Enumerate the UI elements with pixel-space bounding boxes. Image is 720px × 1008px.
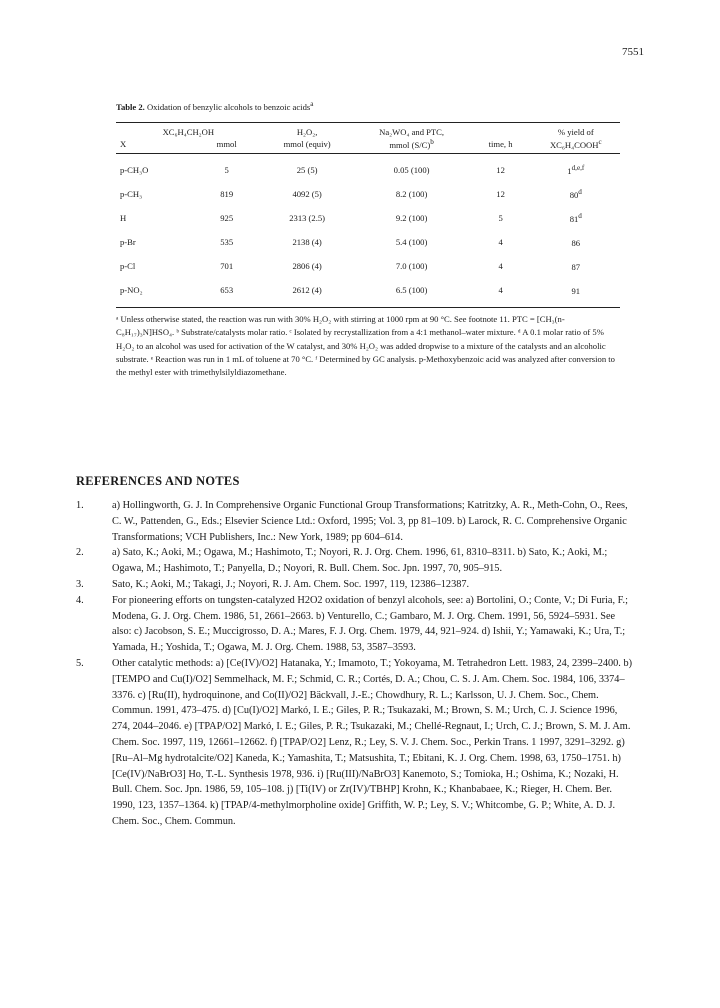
cell-h2o2: 2806 (4): [292, 260, 322, 271]
references-list: [76, 498, 636, 830]
reference-number: 3.: [76, 578, 84, 590]
cell-catalyst: 8.2 (100): [395, 188, 428, 199]
header-mmol-sc: [354, 137, 470, 153]
header-x: X: [116, 137, 193, 153]
cell-mmol: 653: [193, 278, 261, 308]
header-time: time, h: [470, 137, 532, 153]
table-row: [116, 230, 620, 254]
table-row: [116, 182, 620, 206]
reference-item: [76, 577, 636, 593]
cell-yield-sup: d: [578, 187, 582, 196]
table-block: [116, 100, 620, 380]
cell-catalyst: 6.5 (100): [354, 278, 470, 308]
table-footnote: ᵃ Unless otherwise stated, the reaction was run with 30% H₂O₂ with stirring at 1000 rpm at 90 °C. See footnote 11. PTC = [CH₃(n-C₈H₁₇)₃N]HSO₄. ᵇ Substrate/catalysts molar ratio. ᶜ Isolated by recrystallization from a 4:1 methanol–water mixture. ᵈ A 0.1 molar ratio of 5% H₂O₂ to an alcohol was used for activation of the W catalyst, and 30% H₂O₂ was added dropwise to a mixture of the catalysts and an alcoholic substrate. ᵉ Reaction was run in 1 mL of toluene at 70 °C. ᶠ Determined by GC analysis. p-Methoxybenzoic acid was analyzed after conversion to the methyl ester with trimethylsilyldiazomethane.: [116, 313, 615, 378]
header-yield: % yield of: [532, 122, 620, 137]
cell-catalyst: 9.2 (100): [395, 212, 428, 223]
table-header-row-2: [116, 137, 620, 153]
cell-yield-value: 1: [567, 165, 572, 176]
cell-h2o2: 25 (5): [296, 164, 318, 175]
reference-number: 5.: [76, 657, 84, 669]
reference-text: a) Sato, K.; Aoki, M.; Ogawa, M.; Hashimoto, T.; Noyori, R. J. Org. Chem. 1996, 61, 8310–8311. b) Sato, K.; Aoki, M.; Ogawa, M.; Hashimoto, T.; Panyella, D.; Noyori, R. Bull. Chem. Soc. Jpn. 1997, 70, 905–915.: [112, 547, 608, 575]
cell-yield-value: 80: [569, 189, 579, 200]
header-blank: [470, 122, 532, 137]
cell-catalyst: 5.4 (100): [395, 236, 428, 247]
cell-catalyst: 7.0 (100): [395, 260, 428, 271]
cell-x: p-Cl: [120, 260, 136, 271]
header-mmol-sc-sup: b: [430, 137, 434, 146]
cell-yield-value: 91: [571, 285, 581, 296]
reference-item: [76, 593, 636, 656]
cell-yield-sup: d: [578, 211, 582, 220]
table-caption-label: Table 2.: [116, 101, 145, 112]
table-row: [116, 278, 620, 308]
cell-x: p-NO₂: [116, 278, 193, 308]
cell-h2o2: 2313 (2.5): [289, 212, 326, 223]
cell-h2o2: 2138 (4): [292, 236, 322, 247]
cell-yield: [532, 182, 620, 206]
cell-mmol: 535: [220, 236, 234, 247]
reference-item: [76, 545, 636, 577]
reference-text: Sato, K.; Aoki, M.; Takagi, J.; Noyori, R. J. Am. Chem. Soc. 1997, 119, 12386–12387.: [112, 578, 470, 590]
table-caption-text: Oxidation of benzylic alcohols to benzoic acids: [144, 101, 311, 112]
header-mmol: mmol: [193, 137, 261, 153]
cell-mmol: 925: [220, 212, 234, 223]
header-mmol-equiv: mmol (equiv): [261, 137, 354, 153]
reference-text: For pioneering efforts on tungsten-catalyzed H2O2 oxidation of benzyl alcohols, see: a) Bortolini, O.; Conte, V.; Di Furia, F.; Modena, G. J. Org. Chem. 1986, 51, 2661–2663. b) Venturello, C.; Gambaro, M. J. Org. Chem. 1991, 56, 5924–5931. See also: c) Jacobson, S. E.; Muccigrosso, D. A.; Mares, F. J. Org. Chem. 1979, 44, 921–924. d) Ishii, Y.; Yamawaki, K.; Ura, T.; Yamada, H.; Yoshida, T.; Ogawa, M. J. Org. Chem. 1988, 53, 3587–3593.: [112, 594, 628, 654]
cell-yield: [532, 153, 620, 182]
cell-mmol: 701: [220, 260, 234, 271]
table-caption: [116, 100, 620, 112]
cell-time: 4: [498, 236, 503, 247]
cell-time: 5: [498, 212, 503, 223]
cell-x: p-CH₃O: [120, 164, 149, 175]
cell-yield-value: 81: [569, 213, 579, 224]
table-header-row-1: [116, 122, 620, 137]
header-product: [532, 137, 620, 153]
reference-number: 1.: [76, 500, 84, 511]
cell-x: H: [120, 212, 127, 223]
reference-number: 4.: [76, 594, 84, 606]
reference-item: [76, 656, 636, 830]
cell-time: 4: [498, 260, 503, 271]
header-h2o2: H₂O₂,: [261, 122, 354, 137]
table-row: [116, 153, 620, 182]
table-caption-sup: a: [310, 100, 314, 108]
cell-yield-value: 86: [571, 237, 581, 248]
cell-yield: [532, 230, 620, 254]
reference-text: Other catalytic methods: a) [Ce(IV)/O2] Hatanaka, Y.; Imamoto, T.; Yokoyama, M. Tetrahedron Lett. 1983, 24, 2399–2400. b) [TEMPO and Cu(I)/O2] Semmelhack, M. F.; Schmid, C. R.; Cortés, D. A.; Chou, C. S. J. Am. Chem. Soc. 1984, 106, 3374–3376. c) [Ru(II), hydroquinone, and Co(II)/O2] Bäckvall, J.-E.; Chowdhury, R. L.; Karlsson, U. J. Chem. Soc., Chem. Commun. 1991, 473–475. d) [Cu(I)/O2] Markó, I. E.; Giles, P. R.; Tsukazaki, M.; Brown, S. M.; Urch, C. J. Science 1996, 274, 2044–2046. e) [TPAP/O2] Markó, I. E.; Giles, P. R.; Tsukazaki, M.; Chellé-Regnaut, I.; Urch, C. J.; Brown, S. M. J. Am. Chem. Soc. 1997, 119, 12661–12662. f) [TPAP/O2] Lenz, R.; Ley, S. V. J. Chem. Soc., Perkin Trans. 1 1997, 3291–3292. g) [Ru–Al–Mg hydrotalcite/O2] Kaneda, K.; Yamashita, T.; Matsushita, T.; Ebitani, K. J. Org. Chem. 1998, 63, 1750–1751. h) [Ce(IV)/NaBrO3] Ho, T.-L. Synthesis 1978, 936. i) [Ru(III)/NaBrO3] Kanemoto, S.; Tomioka, H.; Oshima, K.; Nozaki, H. Bull. Chem. Soc. Jpn. 1986, 59, 105–108. j) [Ti(IV) or Zr(IV)/TBHP] Krohn, K.; Khanbabaee, K.; Rieger, H. Chem. Ber. 1990, 123, 1357–1364. k) [TPAP/4-methylmorpholine oxide] Griffith, W. P.; Ley, S. V.; Whitcombe, G. P.; White, A. D. J. Chem. Soc., Chem. Commun.: [112, 657, 633, 827]
header-catalyst: Na₂WO₄ and PTC,: [354, 122, 470, 137]
table-row: [116, 254, 620, 278]
references-heading: REFERENCES AND NOTES: [76, 474, 240, 488]
reference-item: [76, 498, 636, 545]
cell-yield-value: 87: [571, 261, 581, 272]
cell-mmol: 819: [220, 188, 234, 199]
header-alcohol: XC₆H₄CH₂OH: [116, 122, 261, 137]
header-product-text: XC₆H₄COOH: [549, 139, 599, 150]
cell-x: p-CH₃: [120, 188, 143, 199]
header-product-sup: c: [598, 137, 602, 146]
cell-yield: [532, 206, 620, 230]
cell-mmol: 5: [224, 164, 229, 175]
cell-x: p-Br: [120, 236, 136, 247]
results-table: [116, 122, 620, 308]
reference-number: 2.: [76, 547, 84, 559]
table-row: [116, 206, 620, 230]
cell-h2o2: 2612 (4): [261, 278, 354, 308]
cell-time: 12: [496, 188, 505, 199]
cell-h2o2: 4092 (5): [292, 188, 322, 199]
cell-time: 4: [470, 278, 532, 308]
cell-catalyst: 0.05 (100): [393, 164, 430, 175]
header-mmol-sc-text: mmol (S/C): [389, 139, 431, 150]
cell-yield: [532, 254, 620, 278]
reference-text: a) Hollingworth, G. J. In Comprehensive Organic Functional Group Transformations; Katritzky, A. R., Meth-Cohn, O., Rees, C. W., Pattenden, G., Eds.; Elsevier Science Ltd.: Oxford, 1995; Vol. 3, pp 81–109. b) Larock, R. C. Comprehensive Organic Transformations; VCH Publishers, Inc.: New York, 1989; pp 604–614.: [112, 500, 628, 543]
cell-yield-sup: d,e,f: [571, 163, 585, 172]
cell-time: 12: [496, 164, 505, 175]
cell-yield: [532, 278, 620, 308]
page-number: 7551: [622, 46, 644, 58]
